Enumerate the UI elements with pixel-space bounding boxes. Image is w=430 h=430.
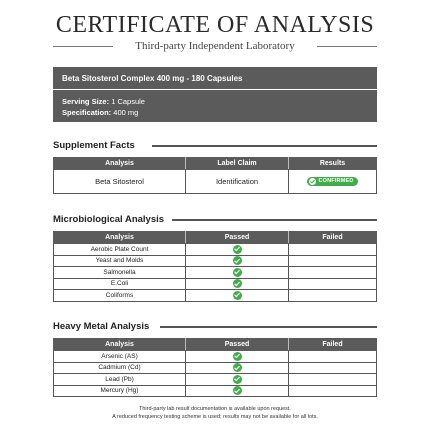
passed-cell [186,278,289,290]
col-analysis: Analysis [54,232,186,244]
passed-cell [186,374,289,386]
check-circle-icon [233,245,242,254]
supplement-facts-rule [152,145,377,147]
failed-cell [289,290,377,302]
col-analysis: Analysis [54,158,186,170]
table-row [54,267,377,279]
specification-value: 400 mg [113,108,139,117]
results-cell [289,170,377,194]
check-circle-icon [233,268,242,277]
failed-cell [289,278,377,290]
serving-size-value: 1 Capsule [111,97,145,106]
col-results: Results [289,158,377,170]
specification-label: Specification: [62,108,112,117]
failed-cell [289,351,377,363]
check-circle-icon [233,363,242,372]
product-banner [53,67,377,89]
col-analysis: Analysis [54,339,186,351]
failed-cell [289,362,377,374]
check-circle-icon [233,279,242,288]
col-failed: Failed [289,339,377,351]
col-failed: Failed [289,232,377,244]
table-row [54,278,377,290]
confirmed-badge [307,177,357,186]
confirmed-badge-icon [309,178,316,185]
passed-cell [186,244,289,256]
failed-cell [289,374,377,386]
footer-note-2: A reduced frequency testing scheme is used; results may not be available for all lots. [112,414,318,420]
microbiological-table [53,231,377,302]
analysis-cell: Cadmium (Cd) [54,362,186,374]
serving-size-label: Serving Size: [62,97,110,106]
col-label-claim: Label Claim [186,158,289,170]
table-row [54,385,377,397]
analysis-cell: Aerobic Plate Count [54,244,186,256]
supplement-facts-title: Supplement Facts [53,140,135,151]
failed-cell [289,385,377,397]
certificate-title: CERTIFICATE OF ANALYSIS [55,12,375,38]
table-row [54,374,377,386]
passed-cell [186,362,289,374]
table-row [54,362,377,374]
analysis-cell: Beta Sitosterol [54,170,186,194]
table-row [54,290,377,302]
check-circle-icon [233,352,242,361]
passed-cell [186,290,289,302]
check-circle-icon [233,386,242,395]
passed-cell [186,255,289,267]
check-circle-icon [233,375,242,384]
product-name: Beta Sitosterol Complex 400 mg - 180 Capsules [62,74,243,83]
col-passed: Passed [186,232,289,244]
supplement-facts-table [53,157,377,194]
analysis-cell: E.Coli [54,278,186,290]
heavy-metal-table [53,338,377,397]
heavy-metal-rule [160,326,377,328]
failed-cell [289,244,377,256]
certificate-subtitle: Third-party Independent Laboratory [135,40,295,52]
table-row [54,351,377,363]
confirmed-text: CONFIRMED [318,178,354,184]
table-row [54,244,377,256]
analysis-cell: Coliforms [54,290,186,302]
table-row [54,170,377,194]
passed-cell [186,385,289,397]
analysis-cell: Mercury (Hg) [54,385,186,397]
passed-cell [186,267,289,279]
microbiological-rule [172,219,377,221]
failed-cell [289,267,377,279]
product-details [53,90,377,122]
analysis-cell: Lead (Pb) [54,374,186,386]
analysis-cell: Salmonella [54,267,186,279]
heavy-metal-title: Heavy Metal Analysis [53,321,150,332]
check-circle-icon [233,256,242,265]
footer-note-1: Third-party lab result documentation is available upon request. [139,406,291,412]
passed-cell [186,351,289,363]
analysis-cell: Yeast and Molds [54,255,186,267]
failed-cell [289,255,377,267]
check-circle-icon [233,291,242,300]
analysis-cell: Arsenic (AS) [54,351,186,363]
table-row [54,255,377,267]
col-passed: Passed [186,339,289,351]
label-claim-cell: Identification [186,170,289,194]
microbiological-title: Microbiological Analysis [53,214,165,225]
